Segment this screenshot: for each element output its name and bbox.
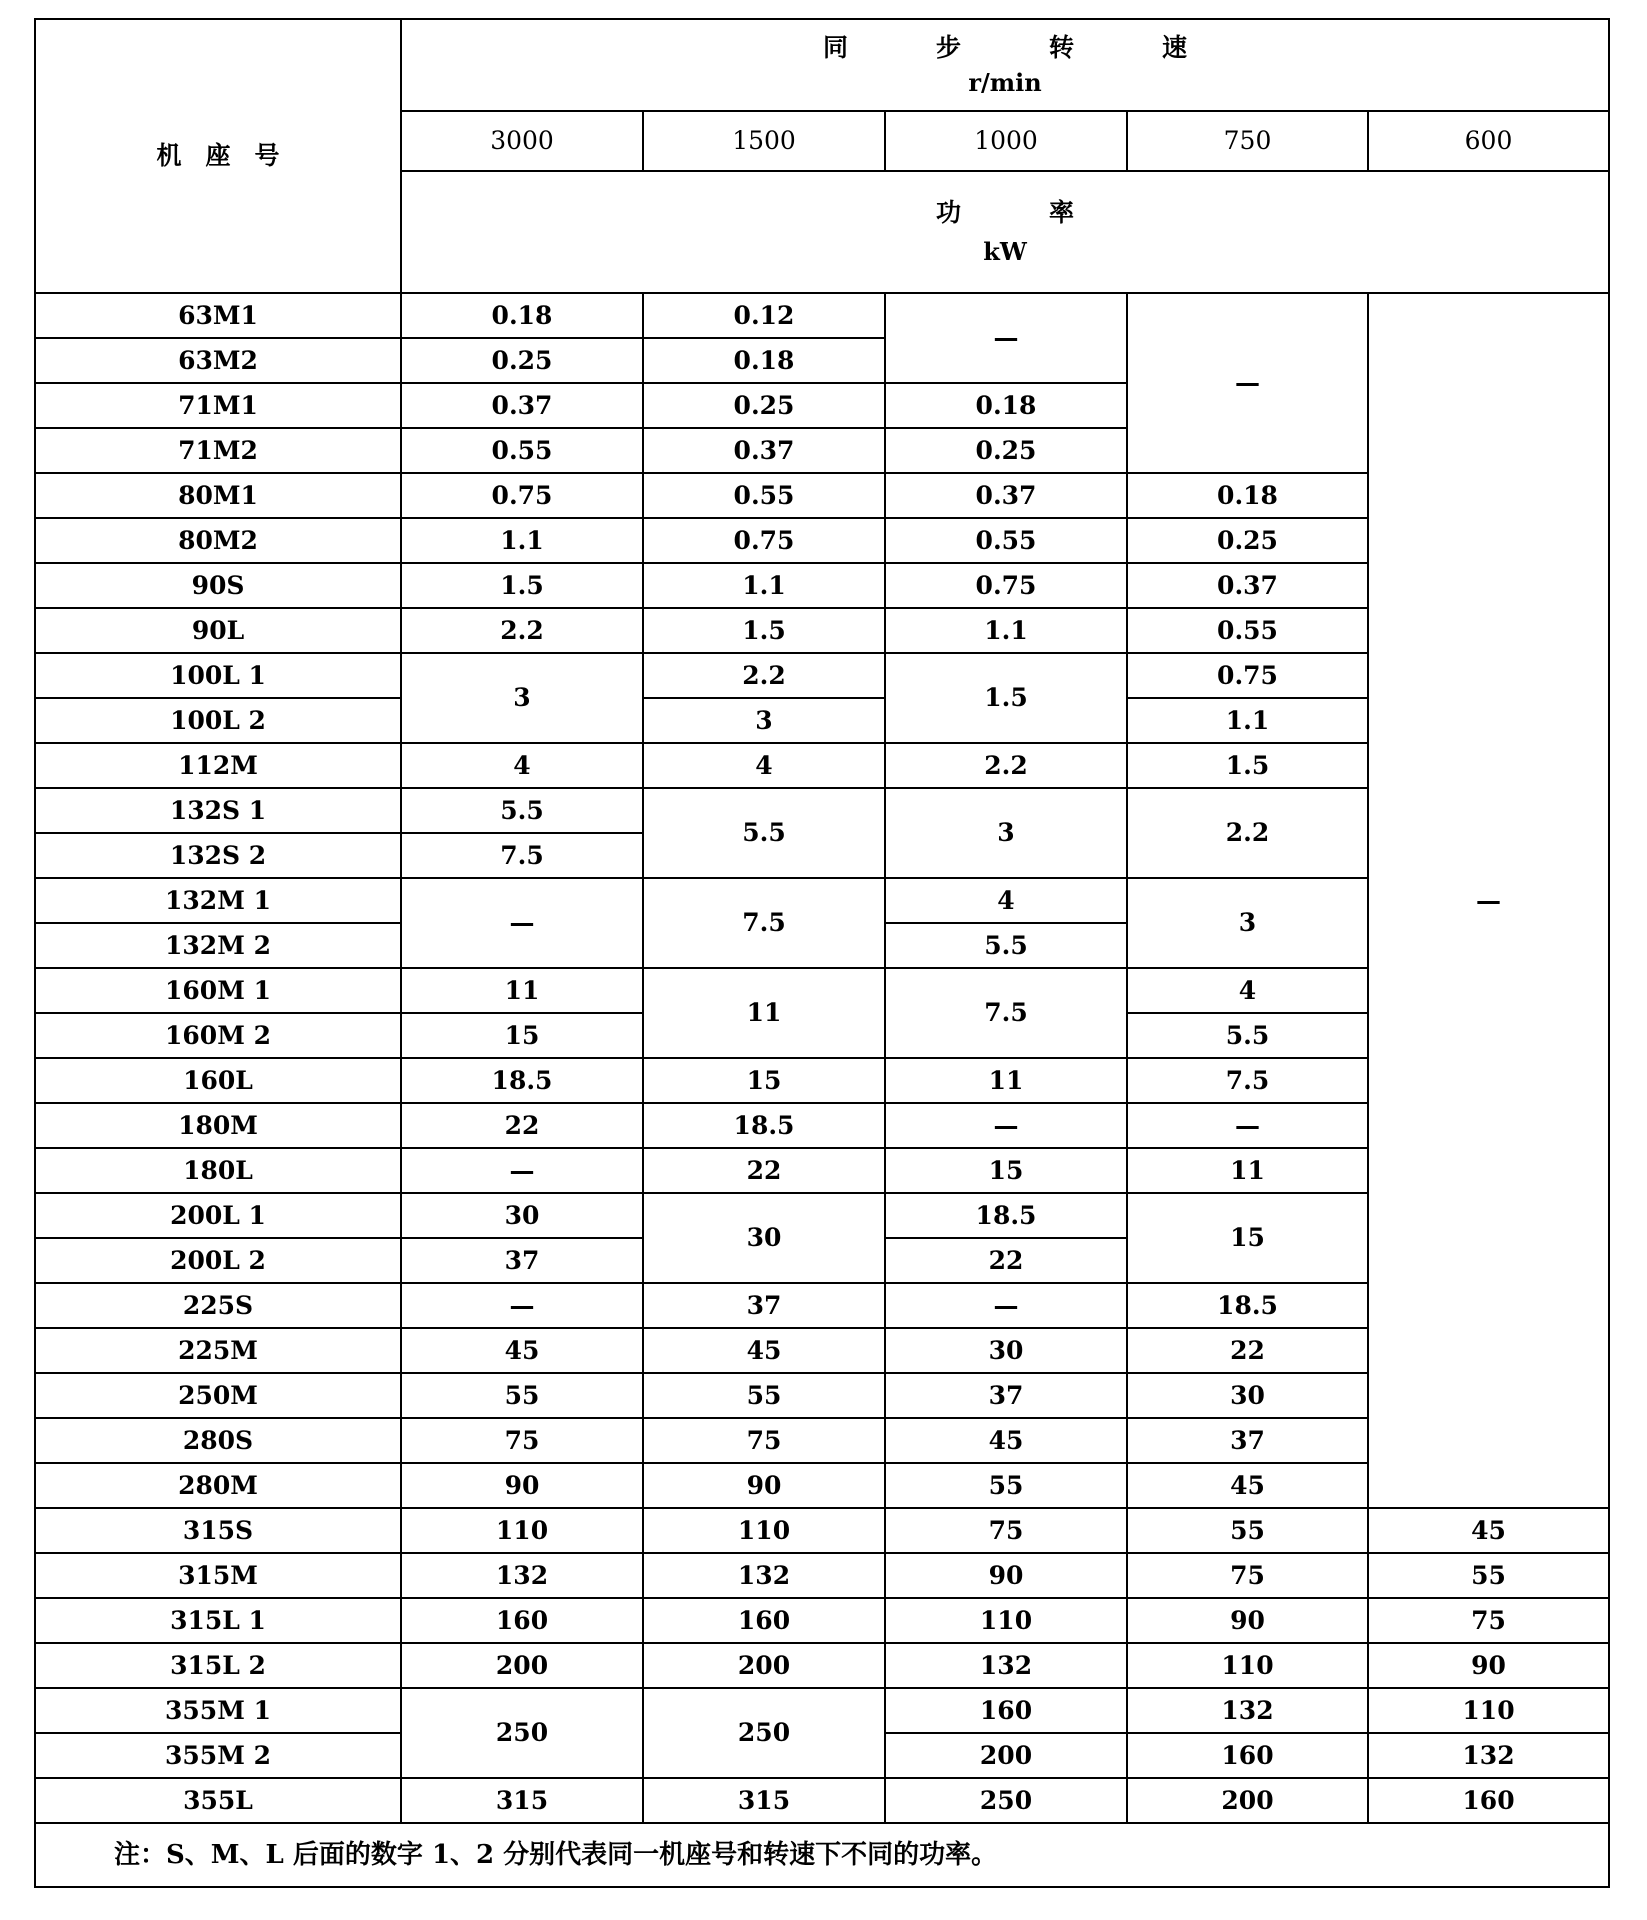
power-cell-3000: 315 [401, 1778, 643, 1823]
power-cell-3000: 0.55 [401, 428, 643, 473]
power-cell-3000: 90 [401, 1463, 643, 1508]
power-cell-1000: 1.5 [885, 653, 1127, 743]
power-cell-750: 3 [1127, 878, 1368, 968]
frame-cell: 280M [35, 1463, 401, 1508]
power-cell-750: 1.1 [1127, 698, 1368, 743]
power-cell-750: 7.5 [1127, 1058, 1368, 1103]
frame-cell: 200L 2 [35, 1238, 401, 1283]
power-cell-1000: 45 [885, 1418, 1127, 1463]
power-cell-1500: 0.12 [643, 293, 885, 338]
power-cell-750: 18.5 [1127, 1283, 1368, 1328]
frame-cell: 132M 1 [35, 878, 401, 923]
table-row [35, 1598, 1609, 1643]
frame-cell: 63M1 [35, 293, 401, 338]
power-cell-1500: 75 [643, 1418, 885, 1463]
power-cell-1500: 315 [643, 1778, 885, 1823]
frame-cell: 355L [35, 1778, 401, 1823]
power-cell-1500: 30 [643, 1193, 885, 1283]
power-cell-3000: 4 [401, 743, 643, 788]
power-unit: kW [983, 236, 1027, 266]
power-cell-750: 15 [1127, 1193, 1368, 1283]
table-row [35, 1508, 1609, 1553]
power-cell-3000: 1.5 [401, 563, 643, 608]
power-cell-1000: — [885, 1103, 1127, 1148]
speed-header-cell [401, 19, 1609, 111]
power-cell-600: 75 [1368, 1598, 1609, 1643]
power-cell-1500: 200 [643, 1643, 885, 1688]
power-cell-750: 1.5 [1127, 743, 1368, 788]
power-cell-1000: 22 [885, 1238, 1127, 1283]
power-cell-1500: 7.5 [643, 878, 885, 968]
frame-cell: 225M [35, 1328, 401, 1373]
power-cell-3000: 55 [401, 1373, 643, 1418]
power-cell-1500: 90 [643, 1463, 885, 1508]
frame-cell: 315M [35, 1553, 401, 1598]
power-cell-750: 5.5 [1127, 1013, 1368, 1058]
power-cell-3000: 11 [401, 968, 643, 1013]
frame-cell: 160M 2 [35, 1013, 401, 1058]
frame-cell: 112M [35, 743, 401, 788]
frame-cell: 280S [35, 1418, 401, 1463]
frame-cell: 80M2 [35, 518, 401, 563]
power-cell-750: 22 [1127, 1328, 1368, 1373]
frame-header-label: 机座号 [156, 141, 304, 171]
power-cell-1500: 3 [643, 698, 885, 743]
power-cell-1500: 132 [643, 1553, 885, 1598]
power-cell-750: 55 [1127, 1508, 1368, 1553]
power-cell-600: 110 [1368, 1688, 1609, 1733]
power-cell-750: 30 [1127, 1373, 1368, 1418]
power-cell-3000: 200 [401, 1643, 643, 1688]
power-cell-750: 11 [1127, 1148, 1368, 1193]
frame-cell: 90L [35, 608, 401, 653]
frame-cell: 355M 1 [35, 1688, 401, 1733]
speed-title: 同步转速 [822, 33, 1275, 63]
frame-cell: 315L 1 [35, 1598, 401, 1643]
power-cell-1000: — [885, 1283, 1127, 1328]
power-cell-1000: 37 [885, 1373, 1127, 1418]
power-cell-750: 200 [1127, 1778, 1368, 1823]
power-cell-600: 132 [1368, 1733, 1609, 1778]
power-cell-3000: — [401, 1148, 643, 1193]
frame-cell: 160L [35, 1058, 401, 1103]
power-cell-1500: 160 [643, 1598, 885, 1643]
frame-cell: 250M [35, 1373, 401, 1418]
power-cell-3000: 160 [401, 1598, 643, 1643]
power-cell-3000: 0.18 [401, 293, 643, 338]
frame-cell: 71M1 [35, 383, 401, 428]
table-row [35, 293, 1609, 338]
power-cell-1000: 4 [885, 878, 1127, 923]
frame-cell: 315L 2 [35, 1643, 401, 1688]
power-cell-750: 37 [1127, 1418, 1368, 1463]
frame-cell: 315S [35, 1508, 401, 1553]
power-cell-600: 160 [1368, 1778, 1609, 1823]
power-cell-600: — [1368, 293, 1609, 1508]
power-cell-1000: 75 [885, 1508, 1127, 1553]
power-cell-750: 110 [1127, 1643, 1368, 1688]
power-cell-1500: 0.37 [643, 428, 885, 473]
power-cell-3000: 18.5 [401, 1058, 643, 1103]
speed-750: 750 [1127, 111, 1368, 171]
table-row [35, 1778, 1609, 1823]
power-cell-1000: 55 [885, 1463, 1127, 1508]
power-cell-1500: 22 [643, 1148, 885, 1193]
power-cell-3000: 1.1 [401, 518, 643, 563]
power-table-sheet [34, 18, 1610, 1888]
speed-600: 600 [1368, 111, 1609, 171]
power-cell-3000: 250 [401, 1688, 643, 1778]
power-cell-1000: 0.75 [885, 563, 1127, 608]
power-cell-1500: 0.18 [643, 338, 885, 383]
power-cell-1000: 160 [885, 1688, 1127, 1733]
power-cell-1500: 110 [643, 1508, 885, 1553]
speed-1000: 1000 [885, 111, 1127, 171]
table-row [35, 1688, 1609, 1733]
note-row [35, 1823, 1609, 1887]
power-cell-1000: 0.18 [885, 383, 1127, 428]
power-cell-750: 132 [1127, 1688, 1368, 1733]
power-cell-3000: 0.25 [401, 338, 643, 383]
power-cell-1500: 15 [643, 1058, 885, 1103]
power-cell-1500: 11 [643, 968, 885, 1058]
frame-cell: 132M 2 [35, 923, 401, 968]
power-cell-1000: 0.37 [885, 473, 1127, 518]
frame-cell: 355M 2 [35, 1733, 401, 1778]
power-cell-750: 90 [1127, 1598, 1368, 1643]
power-cell-3000: 110 [401, 1508, 643, 1553]
power-cell-750: 0.37 [1127, 563, 1368, 608]
power-cell-750: 45 [1127, 1463, 1368, 1508]
power-cell-1500: 45 [643, 1328, 885, 1373]
power-cell-750: 2.2 [1127, 788, 1368, 878]
power-cell-1000: 110 [885, 1598, 1127, 1643]
frame-cell: 90S [35, 563, 401, 608]
power-cell-1500: 5.5 [643, 788, 885, 878]
power-cell-750: 160 [1127, 1733, 1368, 1778]
frame-cell: 160M 1 [35, 968, 401, 1013]
power-cell-750: 0.25 [1127, 518, 1368, 563]
table-row [35, 1643, 1609, 1688]
power-cell-1500: 4 [643, 743, 885, 788]
frame-cell: 180L [35, 1148, 401, 1193]
power-cell-1000: 18.5 [885, 1193, 1127, 1238]
power-cell-1500: 0.25 [643, 383, 885, 428]
power-cell-1000: 2.2 [885, 743, 1127, 788]
power-cell-3000: 2.2 [401, 608, 643, 653]
power-cell-3000: 132 [401, 1553, 643, 1598]
frame-cell: 180M [35, 1103, 401, 1148]
table-row [35, 1553, 1609, 1598]
frame-cell: 225S [35, 1283, 401, 1328]
power-cell-1500: 18.5 [643, 1103, 885, 1148]
power-cell-1500: 250 [643, 1688, 885, 1778]
power-cell-750: — [1127, 293, 1368, 473]
power-cell-3000: 15 [401, 1013, 643, 1058]
speed-unit: r/min [968, 67, 1042, 97]
power-cell-1500: 1.1 [643, 563, 885, 608]
power-cell-1000: 0.55 [885, 518, 1127, 563]
power-cell-750: — [1127, 1103, 1368, 1148]
power-cell-750: 4 [1127, 968, 1368, 1013]
power-cell-1500: 0.75 [643, 518, 885, 563]
power-cell-3000: — [401, 878, 643, 968]
power-cell-3000: 7.5 [401, 833, 643, 878]
frame-header-cell [35, 19, 401, 293]
power-cell-1000: 200 [885, 1733, 1127, 1778]
power-cell-3000: 0.37 [401, 383, 643, 428]
power-cell-750: 75 [1127, 1553, 1368, 1598]
frame-cell: 100L 1 [35, 653, 401, 698]
power-cell-1500: 0.55 [643, 473, 885, 518]
power-cell-3000: 3 [401, 653, 643, 743]
frame-cell: 63M2 [35, 338, 401, 383]
power-cell-1500: 1.5 [643, 608, 885, 653]
power-cell-1500: 37 [643, 1283, 885, 1328]
power-cell-750: 0.18 [1127, 473, 1368, 518]
power-cell-1000: 15 [885, 1148, 1127, 1193]
power-cell-1000: 30 [885, 1328, 1127, 1373]
power-cell-600: 90 [1368, 1643, 1609, 1688]
power-cell-3000: 5.5 [401, 788, 643, 833]
power-cell-1000: 90 [885, 1553, 1127, 1598]
power-cell-1000: — [885, 293, 1127, 383]
power-cell-1000: 7.5 [885, 968, 1127, 1058]
power-cell-3000: 37 [401, 1238, 643, 1283]
power-cell-3000: 22 [401, 1103, 643, 1148]
power-title: 功率 [935, 198, 1162, 228]
power-cell-1000: 3 [885, 788, 1127, 878]
frame-cell: 100L 2 [35, 698, 401, 743]
power-header-cell [401, 171, 1609, 293]
power-cell-1000: 5.5 [885, 923, 1127, 968]
power-cell-750: 0.55 [1127, 608, 1368, 653]
frame-cell: 80M1 [35, 473, 401, 518]
speed-3000: 3000 [401, 111, 643, 171]
power-cell-3000: 0.75 [401, 473, 643, 518]
power-cell-600: 45 [1368, 1508, 1609, 1553]
power-cell-3000: 45 [401, 1328, 643, 1373]
power-cell-750: 0.75 [1127, 653, 1368, 698]
power-cell-3000: — [401, 1283, 643, 1328]
header-row-speed [35, 19, 1609, 111]
power-cell-1000: 250 [885, 1778, 1127, 1823]
power-cell-3000: 75 [401, 1418, 643, 1463]
power-cell-1000: 1.1 [885, 608, 1127, 653]
power-cell-1000: 132 [885, 1643, 1127, 1688]
table-note: 注：S、M、L 后面的数字 1、2 分别代表同一机座号和转速下不同的功率。 [35, 1823, 1609, 1887]
frame-cell: 200L 1 [35, 1193, 401, 1238]
frame-cell: 132S 2 [35, 833, 401, 878]
speed-1500: 1500 [643, 111, 885, 171]
power-cell-1500: 2.2 [643, 653, 885, 698]
power-cell-1000: 11 [885, 1058, 1127, 1103]
frame-cell: 132S 1 [35, 788, 401, 833]
power-cell-1000: 0.25 [885, 428, 1127, 473]
power-cell-600: 55 [1368, 1553, 1609, 1598]
motor-power-table [34, 18, 1610, 1888]
frame-cell: 71M2 [35, 428, 401, 473]
power-cell-1500: 55 [643, 1373, 885, 1418]
power-cell-3000: 30 [401, 1193, 643, 1238]
